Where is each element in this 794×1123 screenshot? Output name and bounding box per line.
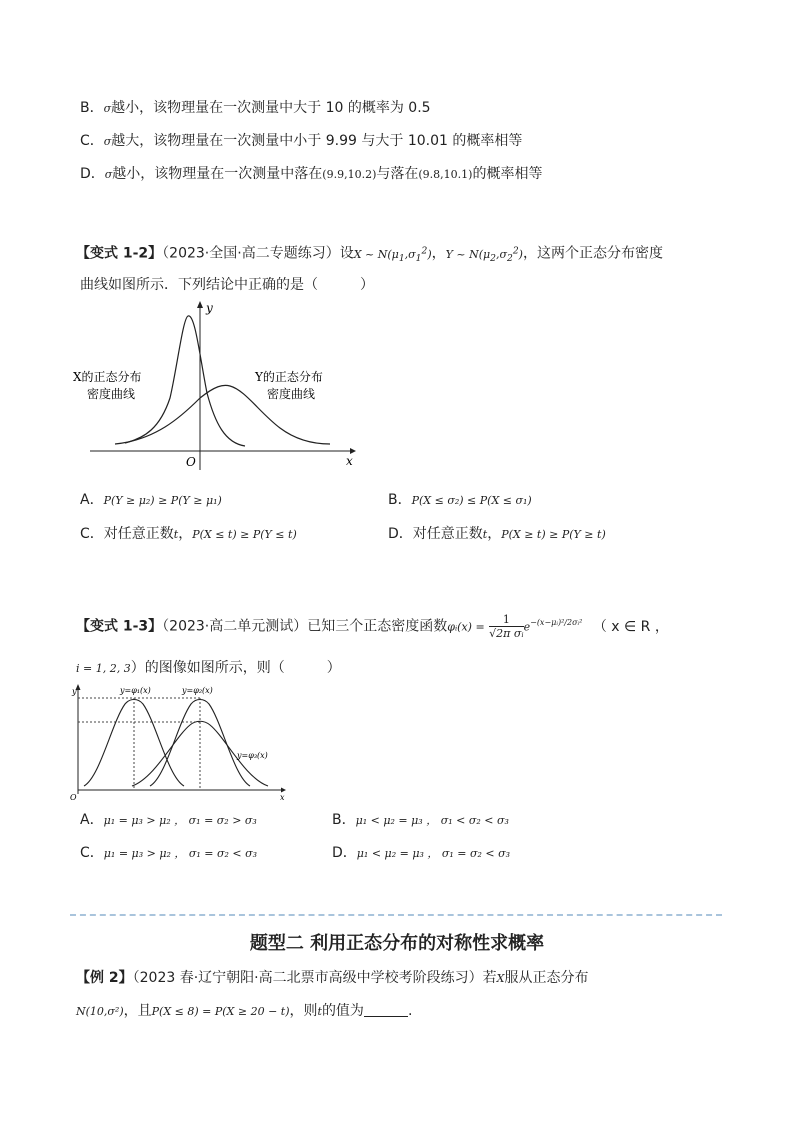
- y-distribution: Y ~ $N(\mu_2,\sigma_2^2)$: [445, 245, 523, 264]
- x-axis-label: x: [346, 454, 353, 468]
- option-letter: A．: [80, 492, 104, 508]
- period: .: [407, 1003, 413, 1019]
- phi1-label: y=φ₁(x): [120, 686, 151, 695]
- interval-2: (9.8,10.1): [418, 168, 473, 181]
- q2-option-c: [80, 524, 297, 545]
- q2-stem-line1: [76, 241, 663, 269]
- ex2-line1: [76, 968, 588, 989]
- option-letter: A．: [80, 812, 104, 828]
- x-curve-label-2: 密度曲线: [87, 387, 136, 401]
- question-label: 【变式 1-2】: [76, 245, 163, 262]
- stem-text: ，则: [289, 1003, 318, 1019]
- normal-dist: N(10,σ²): [76, 1005, 124, 1018]
- stem-text: ）的图像如图所示，则（ ）: [130, 660, 341, 676]
- var-t: t: [482, 528, 488, 541]
- section-title: 题型二 利用正态分布的对称性求概率: [249, 933, 545, 954]
- x-curve-label-1: X的正态分布: [73, 370, 142, 384]
- q2-stem-line2: [80, 275, 374, 295]
- question-label: 【变式 1-3】: [76, 618, 163, 635]
- option-math: μ₁ = μ₃ > μ₂ ， σ₁ = σ₂ < σ₃: [103, 847, 258, 860]
- exponent: −(x−μᵢ)²/2σᵢ²: [530, 618, 583, 627]
- probability-equation: P(X ≤ 8) = P(X ≥ 20 − t): [151, 1005, 290, 1018]
- x-arrow: [281, 788, 286, 793]
- var-t: t: [173, 528, 179, 541]
- option-text: 对任意正数: [412, 526, 483, 542]
- option-c: [80, 131, 522, 152]
- q2-option-d: [388, 524, 606, 545]
- ex2-line2: [76, 1001, 412, 1022]
- option-letter: C．: [80, 133, 104, 149]
- separator: ，: [431, 245, 446, 262]
- separator: ，: [178, 526, 193, 542]
- q3-option-b: [332, 810, 509, 831]
- answer-blank[interactable]: [364, 1002, 408, 1017]
- domain-text: （ x ∈ R ，: [592, 618, 669, 635]
- option-b: [80, 98, 431, 119]
- question-label: 【例 2】: [76, 970, 133, 986]
- option-math: P(X ≤ t) ≥ P(Y ≤ t): [192, 528, 297, 541]
- option-math: μ₁ = μ₃ > μ₂ ， σ₁ = σ₂ > σ₃: [103, 814, 257, 827]
- section-divider: [70, 914, 722, 916]
- option-text: 的概率相等: [472, 166, 543, 182]
- fraction-numerator: 1: [489, 613, 523, 627]
- option-math: P(Y ≥ μ₂) ≥ P(Y ≥ μ₁): [103, 494, 222, 507]
- option-letter: C．: [80, 845, 104, 861]
- option-d: [80, 164, 542, 185]
- interval-1: (9.9,10.2): [322, 168, 377, 181]
- exp-base: e: [523, 620, 531, 634]
- separator: ，: [487, 526, 502, 542]
- option-math: μ₁ < μ₂ = μ₃ ， σ₁ = σ₂ < σ₃: [356, 847, 511, 860]
- stem-tail: ，这两个正态分布密度: [522, 245, 663, 262]
- q2-option-a: [80, 490, 222, 511]
- q3-stem-line2: [76, 658, 341, 679]
- stem-text: ，且: [123, 1003, 152, 1019]
- option-text: 对任意正数: [103, 526, 174, 542]
- sigma-symbol: σ: [104, 168, 113, 181]
- q3-option-a: [80, 810, 257, 831]
- option-text: 与落在: [376, 166, 419, 182]
- option-text: 越大，该物理量在一次测量中小于 9.99 与大于 10.01 的概率相等: [111, 133, 523, 149]
- stem-text: 曲线如图所示．下列结论中正确的是（ ）: [80, 277, 374, 293]
- q3-figure: [70, 682, 290, 802]
- var-t: t: [317, 1005, 322, 1018]
- stem-text: 服从正态分布: [504, 970, 589, 986]
- option-text: 越小，该物理量在一次测量中落在: [112, 166, 323, 182]
- option-letter: B．: [80, 100, 104, 116]
- option-letter: D．: [80, 166, 105, 182]
- q2-figure: [73, 298, 360, 473]
- q3-stem-line1: [76, 610, 669, 641]
- y-axis-label: y: [206, 301, 213, 315]
- origin-label: O: [70, 793, 77, 802]
- q3-option-d: [332, 843, 510, 864]
- option-letter: D．: [332, 845, 357, 861]
- y-curve-label-2: 密度曲线: [267, 387, 316, 401]
- sigma-symbol: σ: [103, 102, 112, 115]
- question-source: （2023·全国·高二专题练习）设: [162, 245, 354, 262]
- option-math: P(X ≤ σ₂) ≤ P(X ≤ σ₁): [411, 494, 532, 507]
- sigma-symbol: σ: [103, 135, 112, 148]
- option-math: P(X ≥ t) ≥ P(Y ≥ t): [501, 528, 606, 541]
- option-letter: B．: [332, 812, 356, 828]
- fraction: [489, 613, 523, 640]
- q3-option-c: [80, 843, 257, 864]
- phi2-label: y=φ₂(x): [182, 686, 213, 695]
- question-source: （2023·高二单元测试）已知三个正态密度函数: [162, 618, 448, 635]
- y-curve-label-1: Y的正态分布: [255, 370, 323, 384]
- option-text: 越小，该物理量在一次测量中大于 10 的概率为 0.5: [111, 100, 431, 116]
- question-source: （2023 春·辽宁朝阳·高二北票市高级中学校考阶段练习）若: [132, 970, 497, 986]
- stem-text: 的值为: [321, 1003, 364, 1019]
- fraction-denominator: √2π σᵢ: [489, 627, 524, 641]
- density-function: φᵢ(x) =: [447, 620, 485, 634]
- x-density-curve: [125, 316, 245, 446]
- option-letter: D．: [388, 526, 413, 542]
- index-range: i = 1, 2, 3: [76, 662, 131, 675]
- option-math: μ₁ < μ₂ = μ₃ ， σ₁ < σ₂ < σ₃: [355, 814, 509, 827]
- y-axis-label: y: [72, 687, 77, 696]
- y-arrow: [197, 301, 203, 308]
- var-x: X: [496, 972, 505, 985]
- origin-label: O: [186, 455, 196, 469]
- phi3-label: y=φ₃(x): [237, 751, 268, 760]
- x-distribution: X ~ $N(\mu_1,\sigma_1^2)$: [353, 245, 432, 264]
- option-letter: B．: [388, 492, 412, 508]
- q2-option-b: [388, 490, 532, 511]
- x-axis-label: x: [280, 793, 285, 802]
- option-letter: C．: [80, 526, 104, 542]
